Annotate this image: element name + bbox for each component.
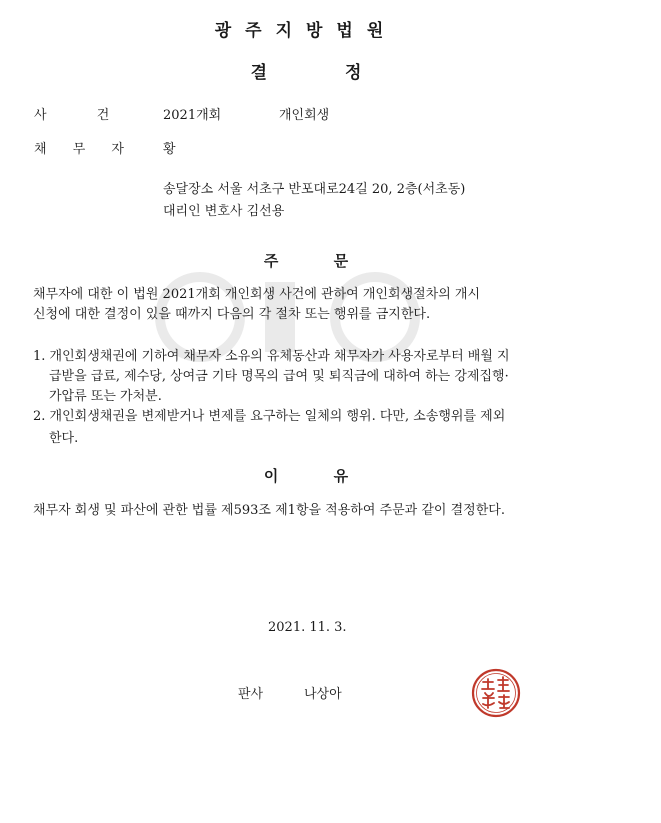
service-address: 송달장소 서울 서초구 반포대로24길 20, 2층(서초동) — [163, 182, 466, 197]
order-item-2-line-1: 2. 개인회생채권을 변제받거나 변제를 요구하는 일체의 행위. 다만, 소송행위를 제외 — [33, 409, 506, 424]
judge-name: 나상아 — [304, 687, 342, 702]
order-item-1-line-3: 가압류 또는 가처분. — [49, 389, 162, 404]
document-title: 결 정 — [250, 63, 362, 83]
court-name: 광주지방법원 — [214, 21, 398, 41]
reason-heading: 이 유 — [263, 467, 349, 485]
reason-text: 채무자 회생 및 파산에 관한 법률 제593조 제1항을 적용하여 주문과 같이 결정한다. — [33, 503, 505, 518]
case-label: 사 건 — [34, 108, 110, 123]
order-item-1-line-1: 1. 개인회생채권에 기하여 채무자 소유의 유체동산과 채무자가 사용자로부터 배월 지 — [33, 349, 510, 364]
case-number: 2021개회 — [163, 108, 222, 123]
case-name: 개인회생 — [279, 108, 330, 123]
order-heading: 주 문 — [263, 252, 349, 270]
judge-title: 판사 — [238, 687, 264, 702]
judge-seal-stamp — [470, 667, 522, 719]
order-text-line-2: 신청에 대한 결정이 있을 때까지 다음의 각 절차 또는 행위를 금지한다. — [33, 307, 431, 322]
order-text-line-1: 채무자에 대한 이 법원 2021개회 개인회생 사건에 관하여 개인회생절차의 개시 — [33, 287, 481, 302]
order-item-2-line-2: 한다. — [49, 431, 79, 446]
debtor-label: 채 무 자 — [34, 142, 124, 157]
attorney: 대리인 변호사 김선용 — [163, 204, 285, 219]
decision-date: 2021. 11. 3. — [268, 620, 347, 635]
order-item-1-line-2: 급받을 급료, 제수당, 상여금 기타 명목의 급여 및 퇴직금에 대하여 하는 강제집행· — [49, 369, 509, 384]
debtor-name: 황 — [163, 142, 176, 157]
